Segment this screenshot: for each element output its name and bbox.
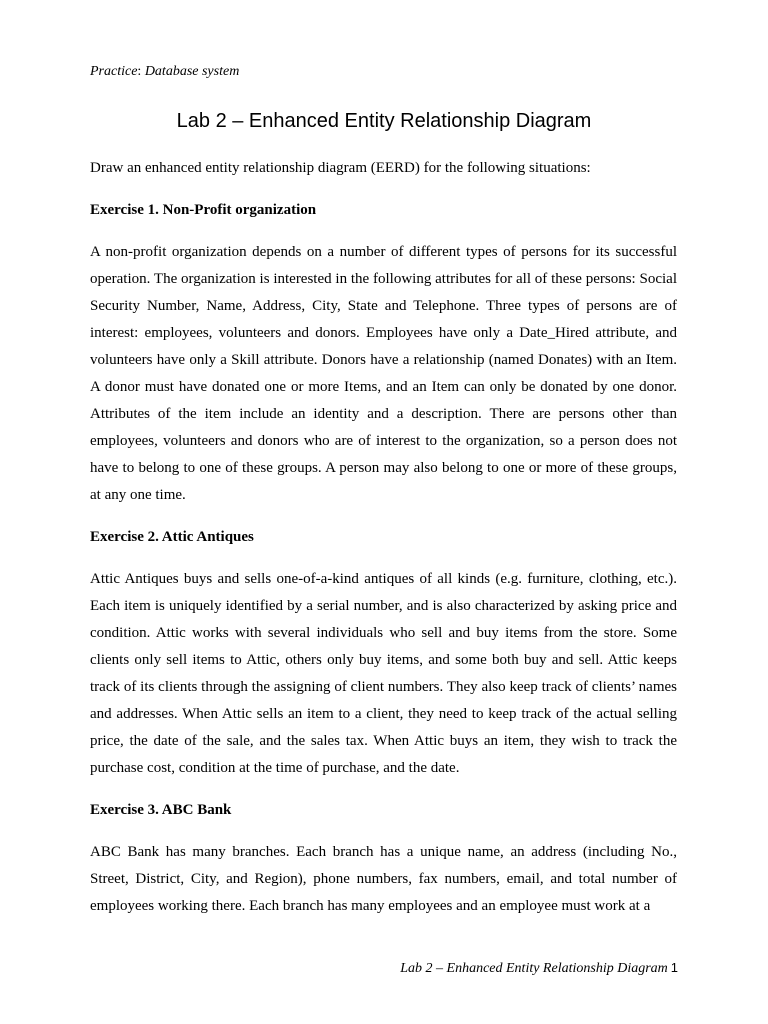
page-footer: [400, 959, 678, 978]
exercise-2-heading: Exercise 2. Attic Antiques: [90, 529, 254, 545]
document-body: [90, 155, 677, 925]
header-note: [90, 63, 239, 81]
footer-title: Lab 2 – Enhanced Entity Relationship Diagram: [400, 961, 668, 976]
page-number: 1: [670, 960, 678, 975]
document-title: Lab 2 – Enhanced Entity Relationship Diagram: [176, 110, 592, 132]
exercise-3-body: ABC Bank has many branches. Each branch has a unique name, an address (including No., Street, District, City, and Region), phone numbers, fax numbers, email, and total number of employees working there. Each branch has many employees and an employee must work at a: [90, 844, 677, 914]
exercise-2-body: Attic Antiques buys and sells one-of-a-kind antiques of all kinds (e.g. furniture, clothing, etc.). Each item is uniquely identified by a serial number, and is also characterized by asking price and condition. Attic works with several individuals who sell and buy items from the store. Some clients only sell items to Attic, others only buy items, and some both buy and sell. Attic keeps track of its clients through the assigning of client numbers. They also keep track of clients’ names and addresses. When Attic sells an item to a client, they need to keep track of the actual selling price, the date of the sale, and the sales tax. When Attic buys an item, they wish to track the purchase cost, condition at the time of purchase, and the date.: [90, 571, 677, 776]
exercise-1-body: A non-profit organization depends on a number of different types of persons for its successful operation. The organization is interested in the following attributes for all of these persons: Social Security Number, Name, Address, City, State and Telephone. Three types of persons are of interest: employees, volunteers and donors. Employees have only a Date_Hired attribute, and volunteers have only a Skill attribute. Donors have a relationship (named Donates) with an Item. A donor must have donated one or more Items, and an Item can only be donated by one donor. Attributes of the item include an identity and a description. There are persons other than employees, volunteers and donors who are of interest to the organization, so a person does not have to belong to one of these groups. A person may also belong to one or more of these groups, at any one time.: [90, 244, 677, 503]
header-note-separator: :: [137, 64, 142, 79]
header-note-prefix: Practice: [90, 64, 138, 79]
intro-paragraph: Draw an enhanced entity relationship diagram (EERD) for the following situations:: [90, 160, 591, 176]
exercise-3-heading: Exercise 3. ABC Bank: [90, 802, 232, 818]
exercise-1-heading: Exercise 1. Non-Profit organization: [90, 202, 317, 218]
header-note-subject: Database system: [141, 64, 240, 79]
